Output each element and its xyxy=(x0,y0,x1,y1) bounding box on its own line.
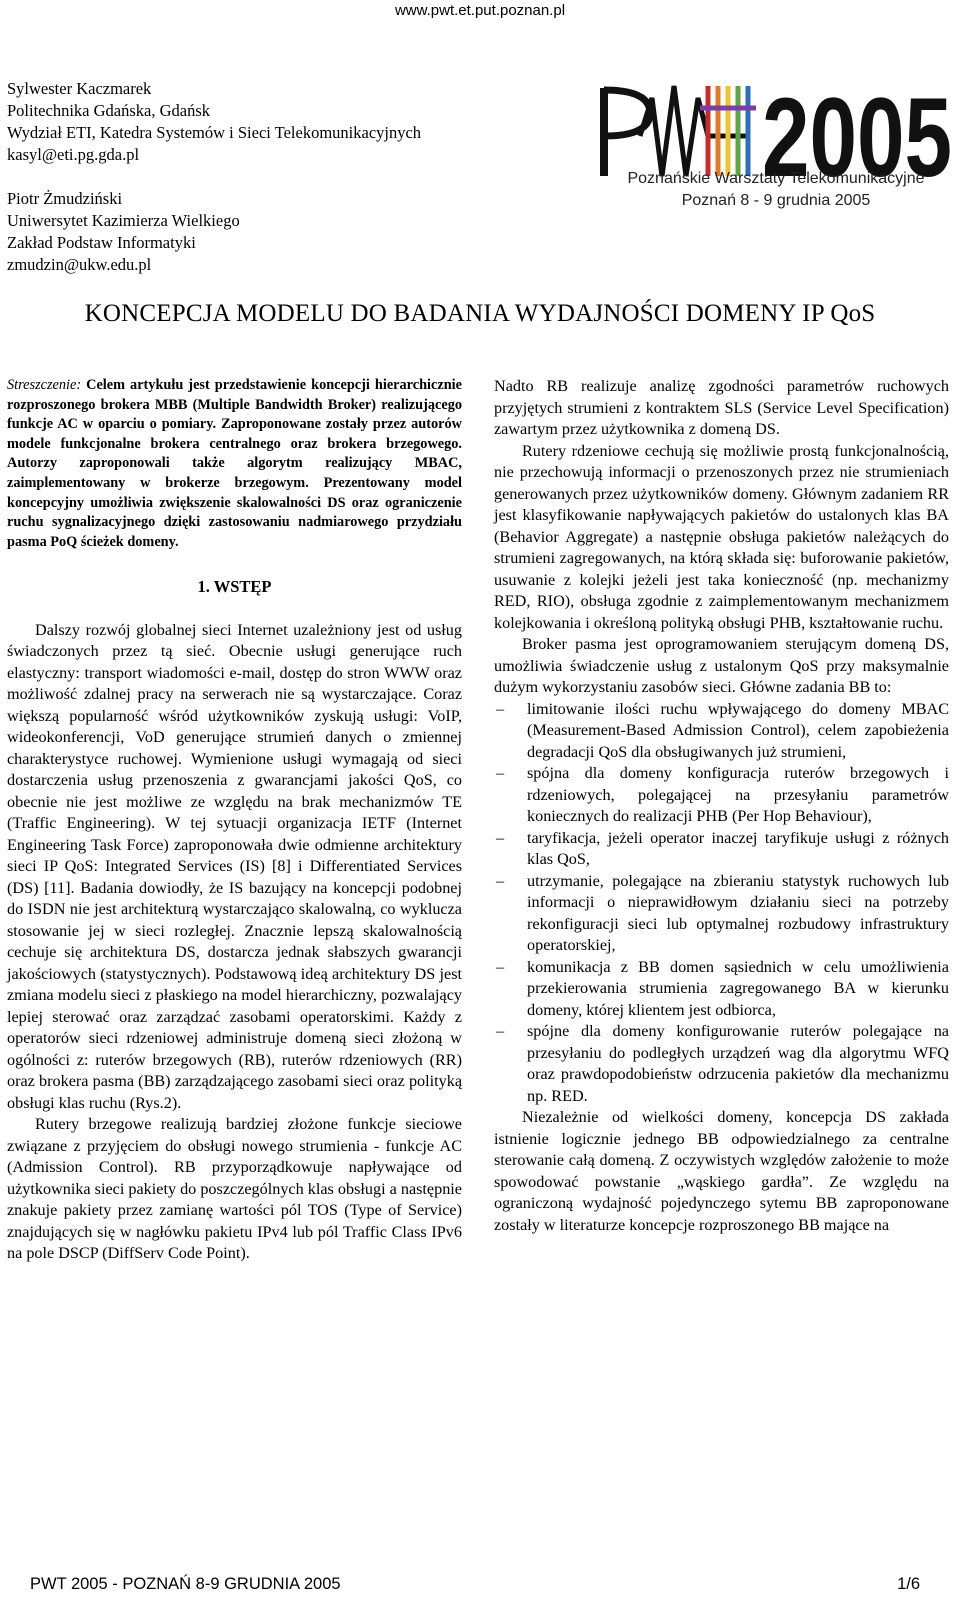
section-heading: 1. WSTĘP xyxy=(197,577,272,597)
paragraph: Rutery brzegowe realizują bardziej złożone funkcje sieciowe związane z przyjęciem do obsługi nowego strumienia - funkcje AC (Admission Control). RB przyporządkowuje napływające od użytkownika sieci pakiety do poszczególnych klas obsługi a następnie znakuje pakiety przez zamianę wartości pól TOS (Type of Service) znajdujących się w nagłówku pakietu IPv4 lub pól Traffic Class IPv6 na pole DSCP (DiffServ Code Point). xyxy=(7,1115,462,1263)
author-email: zmudzin@ukw.edu.pl xyxy=(7,255,152,274)
author-email: kasyl@eti.pg.gda.pl xyxy=(7,145,140,164)
paragraph: Nadto RB realizuje analizę zgodności parametrów ruchowych przyjętych strumieni z kontraktem SLS (Service Level Specification) zawartym przez użytkownika z domeną DS. xyxy=(494,377,949,438)
paragraph: Dalszy rozwój globalnej sieci Internet uzależniony jest od usług świadczonych przez tą sieć. Obecnie usługi generujące ruch elastyczny: transport wiadomości e-mail, dostęp do stron WWW oraz możliwość zdalnej pracy na serwerach nie są wystarczające. Coraz większą popularność wśród użytkowników zyskują usługi: VoIP, wideokonferencji, VoD generujące strumień danych o zmiennej charakterystyce ruchowej. Wymienione usługi wymagają od sieci dostarczenia usług przenoszenia z gwarancjami jakości QoS, co obecnie nie jest możliwe ze względu na brak mechanizmów TE (Traffic Engineering). W tej sytuacji organizacja IETF (Internet Engineering Task Force) zaproponowała dwie odmienne architektury sieci IP QoS: Integrated Services (IS) [8] i Differentiated Services (DS) [11]. Badania dowiodły, że IS bazujący na koncepcji podobnej do ISDN nie jest architekturą wystarczająco skalowalną, co wyklucza stosowanie jej w sieci rozległej. Znacznie lepszą skalowalnością cechuje się architektura DS, dostarcza jednak słabszych gwarancji jakościowych (statystycznych). Podstawową ideą architektury DS jest zmiana modelu sieci z płaskiego na model hierarchiczny, pozwalający lepiej sterować oraz zarządzać zasobami operatorskimi. Każdy z operatorów sieci rdzeniowej administruje domeną sieci złożoną w ogólności z: ruterów brzegowych (RB), ruterów rdzeniowych (RR) oraz brokera pasma (BB) zarządzającego zasobami sieci oraz polityką obsługi klas ruchu (Rys.2). xyxy=(7,620,462,1112)
page-number: 1/6 xyxy=(897,1575,920,1593)
list-item: – spójne dla domeny konfigurowanie ruterów polegające na przesyłaniu do podległych urządzeń wag dla algorytmu WFQ oraz prawdopodobieństw odrzucenia pakietów dla mechanizmu np. RED. xyxy=(494,1021,949,1107)
list-item: – limitowanie ilości ruchu wpływającego do domeny MBAC (Measurement-Based Admission Control), celem zapobieżenia degradacji QoS dla obsługiwanych już strumieni, xyxy=(494,699,949,764)
author-department: Wydział ETI, Katedra Systemów i Sieci Telekomunikacyjnych xyxy=(7,123,422,142)
abstract xyxy=(7,376,462,552)
author-affiliation: Politechnika Gdańska, Gdańsk xyxy=(7,101,211,120)
abstract-text: Celem artykułu jest przedstawienie koncepcji hierarchicznie rozproszonego brokera MBB (Multiple Bandwidth Broker) realizującego funkcje AC w oparciu o pomiary. Zaproponowane zostały przez autorów modele funkcjonalne brokera centralnego oraz brokera brzegowego. Autorzy zaproponowali także algorytm realizujący MBAC, zaimplementowany w brokerze brzegowym. Prezentowany model koncepcyjny umożliwia zwiększenie skalowalności DS oraz ograniczenie ruchu sygnalizacyjnego dzięki zastosowaniu nadmiarowego przydziału pasma PoQ ścieżek domeny. xyxy=(7,377,462,550)
author-department: Zakład Podstaw Informatyki xyxy=(7,233,196,252)
logo-subtitle-2: Poznań 8 - 9 grudnia 2005 xyxy=(681,192,871,209)
author-1 xyxy=(7,78,421,166)
list-item: – taryfikacja, jeżeli operator inaczej taryfikuje usługi z różnych klas QoS, xyxy=(494,828,949,871)
list-item: – utrzymanie, polegające na zbieraniu statystyk ruchowych lub informacji o nieprawidłowym działaniu sieci na potrzeby rekonfiguracji sieci lub optymalnej rozbudowy infrastruktury operatorskiej, xyxy=(494,871,949,957)
author-2 xyxy=(7,188,421,276)
footer-conference: PWT 2005 - POZNAŃ 8-9 GRUDNIA 2005 xyxy=(30,1575,341,1593)
paragraph: Broker pasma jest oprogramowaniem sterującym domeną DS, umożliwia świadczenie usług z ustalonym QoS przy maksymalnie dużym wykorzystaniu zasobów sieci. Główne zadania BB to: xyxy=(494,635,949,696)
list-item: – spójna dla domeny konfiguracja ruterów brzegowych i rdzeniowych, polegającej na przesyłaniu parametrów koniecznych do realizacji PHB (Per Hop Behaviour), xyxy=(494,763,949,828)
paragraph: Niezależnie od wielkości domeny, koncepcja DS zakłada istnienie logicznie jednego BB odpowiedzialnego za centralne sterowanie całą domeną. Z oczywistych względów założenie to może spowodować powstanie „wąskiego gardła”. Ze względu na ograniczoną wydajność pojedynczego sytemu BB zaproponowane zostały w literaturze koncepcje rozproszonego BB mające na xyxy=(494,1108,949,1234)
paper-title: KONCEPCJA MODELU DO BADANIA WYDAJNOŚCI DOMENY IP QoS xyxy=(84,300,876,327)
author-name: Sylwester Kaczmarek xyxy=(7,79,152,98)
list-item: – komunikacja z BB domen sąsiednich w celu umożliwienia przekierowania strumienia zagregowanego BA w kierunku domeny, której klientem jest odbiorca, xyxy=(494,957,949,1022)
logo-year: 2005 xyxy=(762,78,952,200)
paragraph: Rutery rdzeniowe cechują się możliwie prostą funkcjonalnością, nie przechowują informacji o przenoszonych przez nie strumieniach generowanych przez użytkowników domeny. Głównym zadaniem RR jest klasyfikowanie napływających pakietów do ustalonych klas BA (Behavior Aggregate) a następnie obsługa pakietów należących do strumieni zagregowanych, na którą składa się: buforowanie pakietów, usuwanie z kolejki jeżeli jest taka konieczność (np. mechanizmy RED, RIO), obsługa zgodnie z zaimplementowanym mechanizmem kolejkowania i określoną polityką obsługi PHB, kształtowanie ruchu. xyxy=(494,441,949,632)
logo-subtitle-1: Poznańskie Warsztaty Telekomunikacyjne xyxy=(627,170,925,187)
author-affiliation: Uniwersytet Kazimierza Wielkiego xyxy=(7,211,240,230)
source-url: www.pwt.et.put.poznan.pl xyxy=(394,2,566,19)
author-name: Piotr Żmudziński xyxy=(7,189,123,208)
right-column xyxy=(494,376,949,1236)
left-column xyxy=(7,376,462,1265)
author-block xyxy=(7,78,421,298)
abstract-label: Streszczenie: xyxy=(7,377,82,393)
bb-task-list xyxy=(494,699,949,1108)
